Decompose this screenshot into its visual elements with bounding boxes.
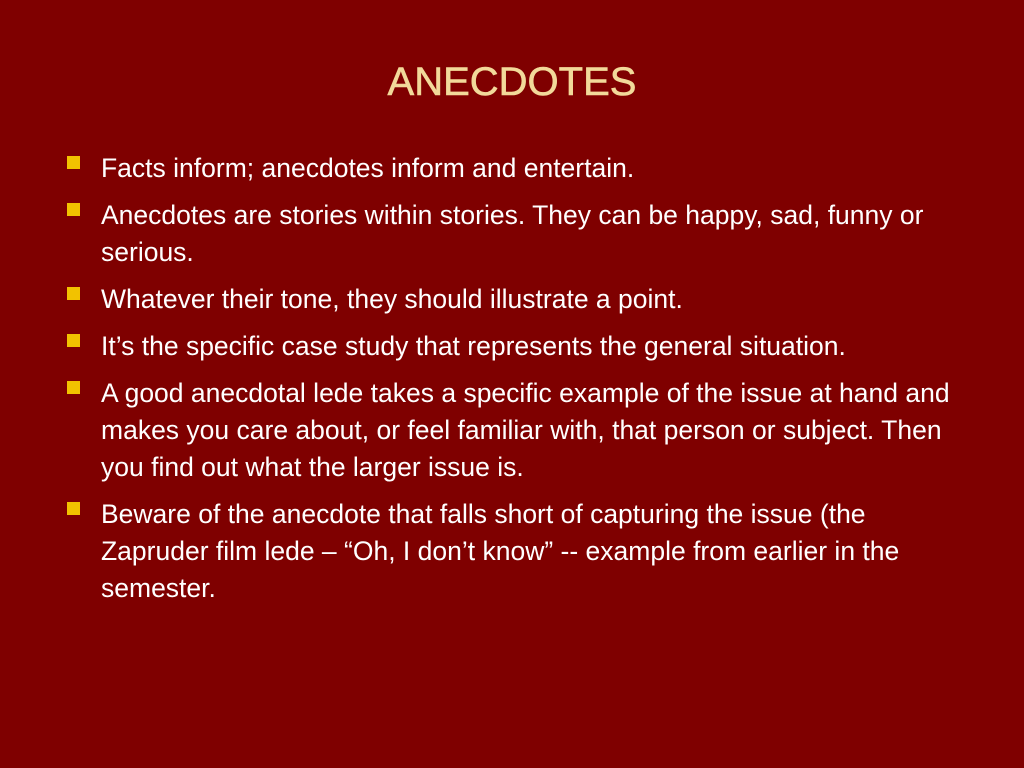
square-bullet-icon: [67, 203, 80, 216]
bullet-text: Anecdotes are stories within stories. They can be happy, sad, funny or serious.: [101, 200, 924, 267]
bullet-item: [64, 150, 964, 187]
bullet-item: [64, 496, 964, 607]
bullet-text: Facts inform; anecdotes inform and entertain.: [101, 153, 635, 183]
square-bullet-icon: [67, 381, 80, 394]
bullet-text: A good anecdotal lede takes a specific example of the issue at hand and makes you care about, or feel familiar with, that person or subject. Then you find out what the larger issue is.: [101, 378, 950, 482]
bullet-text: It’s the specific case study that represents the general situation.: [101, 331, 846, 361]
bullet-item: [64, 328, 964, 365]
square-bullet-icon: [67, 502, 80, 515]
bullet-item: [64, 375, 964, 486]
bullet-list: [64, 150, 964, 617]
slide-title: ANECDOTES: [387, 60, 637, 104]
bullet-text: Whatever their tone, they should illustrate a point.: [101, 284, 683, 314]
square-bullet-icon: [67, 334, 80, 347]
square-bullet-icon: [67, 287, 80, 300]
bullet-item: [64, 197, 964, 271]
bullet-text: Beware of the anecdote that falls short of capturing the issue (the Zapruder film lede – “Oh, I don’t know” -- example from earlier in the semester.: [101, 499, 900, 603]
square-bullet-icon: [67, 156, 80, 169]
bullet-item: [64, 281, 964, 318]
